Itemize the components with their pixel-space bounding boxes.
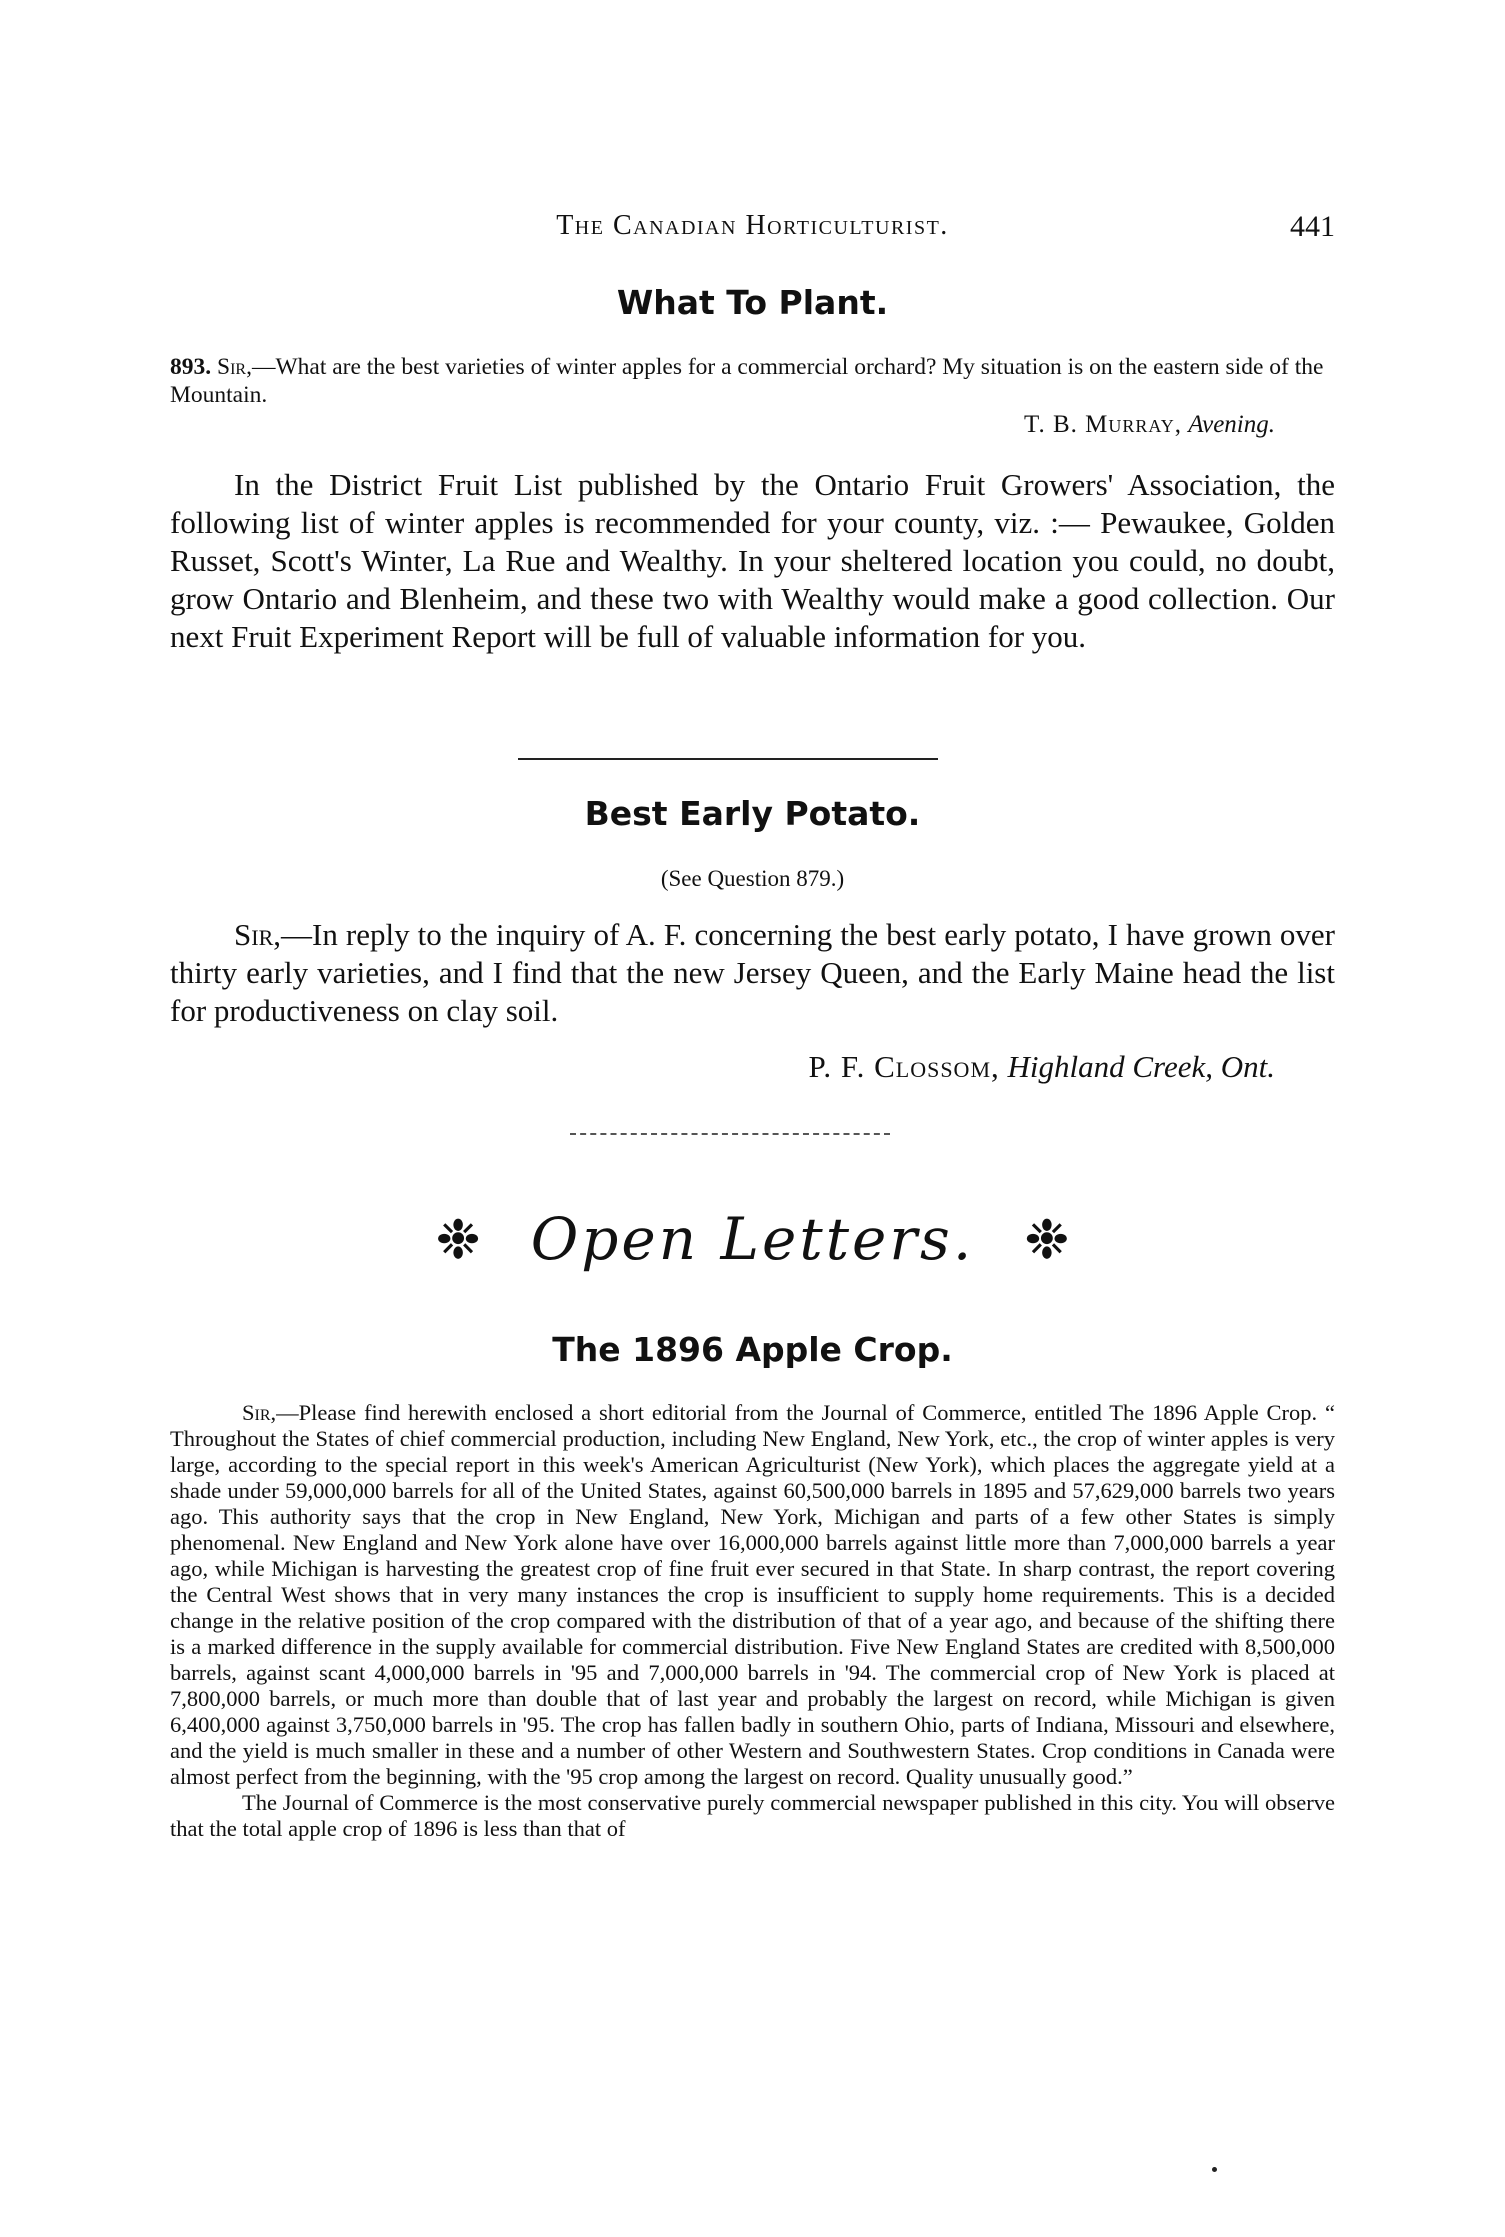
- dashed-divider: [570, 1133, 890, 1135]
- signature-place: Avening.: [1188, 411, 1275, 438]
- answer-paragraph: [170, 466, 1335, 656]
- apple-crop-salutation: Sir,: [242, 1400, 277, 1425]
- see-question-note: (See Question 879.): [660, 866, 845, 891]
- apple-crop-letter: [170, 1400, 1335, 1842]
- open-letters-title: Open Letters.: [530, 1205, 975, 1273]
- section-divider: [518, 758, 938, 760]
- potato-signature-name: P. F. Clossom,: [808, 1049, 1000, 1084]
- apple-crop-paragraph-1-text: —Please find herewith enclosed a short editorial from the Journal of Commerce, entitled The 1896 Apple Crop. “ Throughout the States of chief commercial production, including New England, New York, etc., the crop of winter apples is very large, according to the special report in this week's American Agriculturist (New York), which places the aggregate yield at a shade under 59,000,000 barrels for all of the United States, against 60,500,000 barrels in 1895 and 57,629,000 barrels two years ago. This authority says that the crop in New England, New York, Michigan and parts of a few other States is simply phenomenal. New England and New York alone have over 16,000,000 barrels against little more than 7,000,000 barrels a year ago, while Michigan is harvesting the greatest crop of fine fruit ever secured in that State. In sharp contrast, the report covering the Central West shows that in very many instances the crop is insufficient to supply home requirements. This is a decided change in the relative position of the crop compared with the distribution of that of a year ago, and because of the shifting there is a marked difference in the supply available for commercial distribution. Five New England States are credited with 8,500,000 barrels, against scant 4,000,000 barrels in '95 and 7,000,000 barrels in '94. The commercial crop of New York is placed at 7,800,000 barrels, or much more than double that of last year and probably the largest on record, while Michigan is given 6,400,000 against 3,750,000 barrels in '95. The crop has fallen badly in southern Ohio, parts of Indiana, Missouri and elsewhere, and the yield is much smaller in these and a number of other Western and Southwestern States. Crop conditions in Canada were almost perfect from the beginning, with the '95 crop among the largest on record. Quality unusually good.”: [170, 1400, 1335, 1789]
- question-text: —What are the best varieties of winter apples for a commercial orchard? My situation is on the eastern side of the Mountain.: [170, 354, 1324, 408]
- potato-signature-place: Highland Creek, Ont.: [1007, 1049, 1275, 1084]
- open-letters-banner: [170, 1205, 1335, 1295]
- right-asterism-icon: ❉: [1024, 1207, 1070, 1271]
- answer-text: In the District Fruit List published by the Ontario Fruit Growers' Association, the following list of winter apples is recommended for your county, viz. :— Pewaukee, Golden Russet, Scott's Winter, La Rue and Wealthy. In your sheltered location you could, no doubt, grow Ontario and Blenheim, and these two with Wealthy would make a good collection. Our next Fruit Experiment Report will be full of valuable information for you.: [170, 467, 1335, 654]
- apple-crop-heading: The 1896 Apple Crop.: [552, 1330, 953, 1369]
- stray-mark: [1212, 2167, 1217, 2172]
- signature-name: T. B. Murray,: [1024, 411, 1182, 438]
- what-to-plant-heading: What To Plant.: [616, 283, 889, 322]
- question-signature: [170, 411, 1275, 439]
- running-head: [170, 210, 1335, 250]
- page-number: 441: [1290, 210, 1335, 243]
- potato-letter-text: —In reply to the inquiry of A. F. concerning the best early potato, I have grown over thirty early varieties, and I find that the new Jersey Queen, and the Early Maine head the list for productiveness on clay soil.: [170, 917, 1335, 1028]
- question-number: 893.: [170, 354, 212, 380]
- running-title: The Canadian Horticulturist.: [556, 210, 949, 241]
- potato-letter: [170, 916, 1335, 1030]
- potato-signature: [170, 1049, 1275, 1085]
- apple-crop-paragraph-1: [170, 1400, 1335, 1790]
- left-asterism-icon: ❉: [435, 1207, 481, 1271]
- question-893: [170, 353, 1335, 409]
- question-salutation: Sir,: [217, 354, 252, 380]
- best-early-potato-heading: Best Early Potato.: [584, 794, 921, 833]
- potato-salutation: Sir,: [234, 917, 281, 952]
- apple-crop-paragraph-2: The Journal of Commerce is the most conservative purely commercial newspaper published in this city. You will observe that the total apple crop of 1896 is less than that of: [170, 1790, 1335, 1841]
